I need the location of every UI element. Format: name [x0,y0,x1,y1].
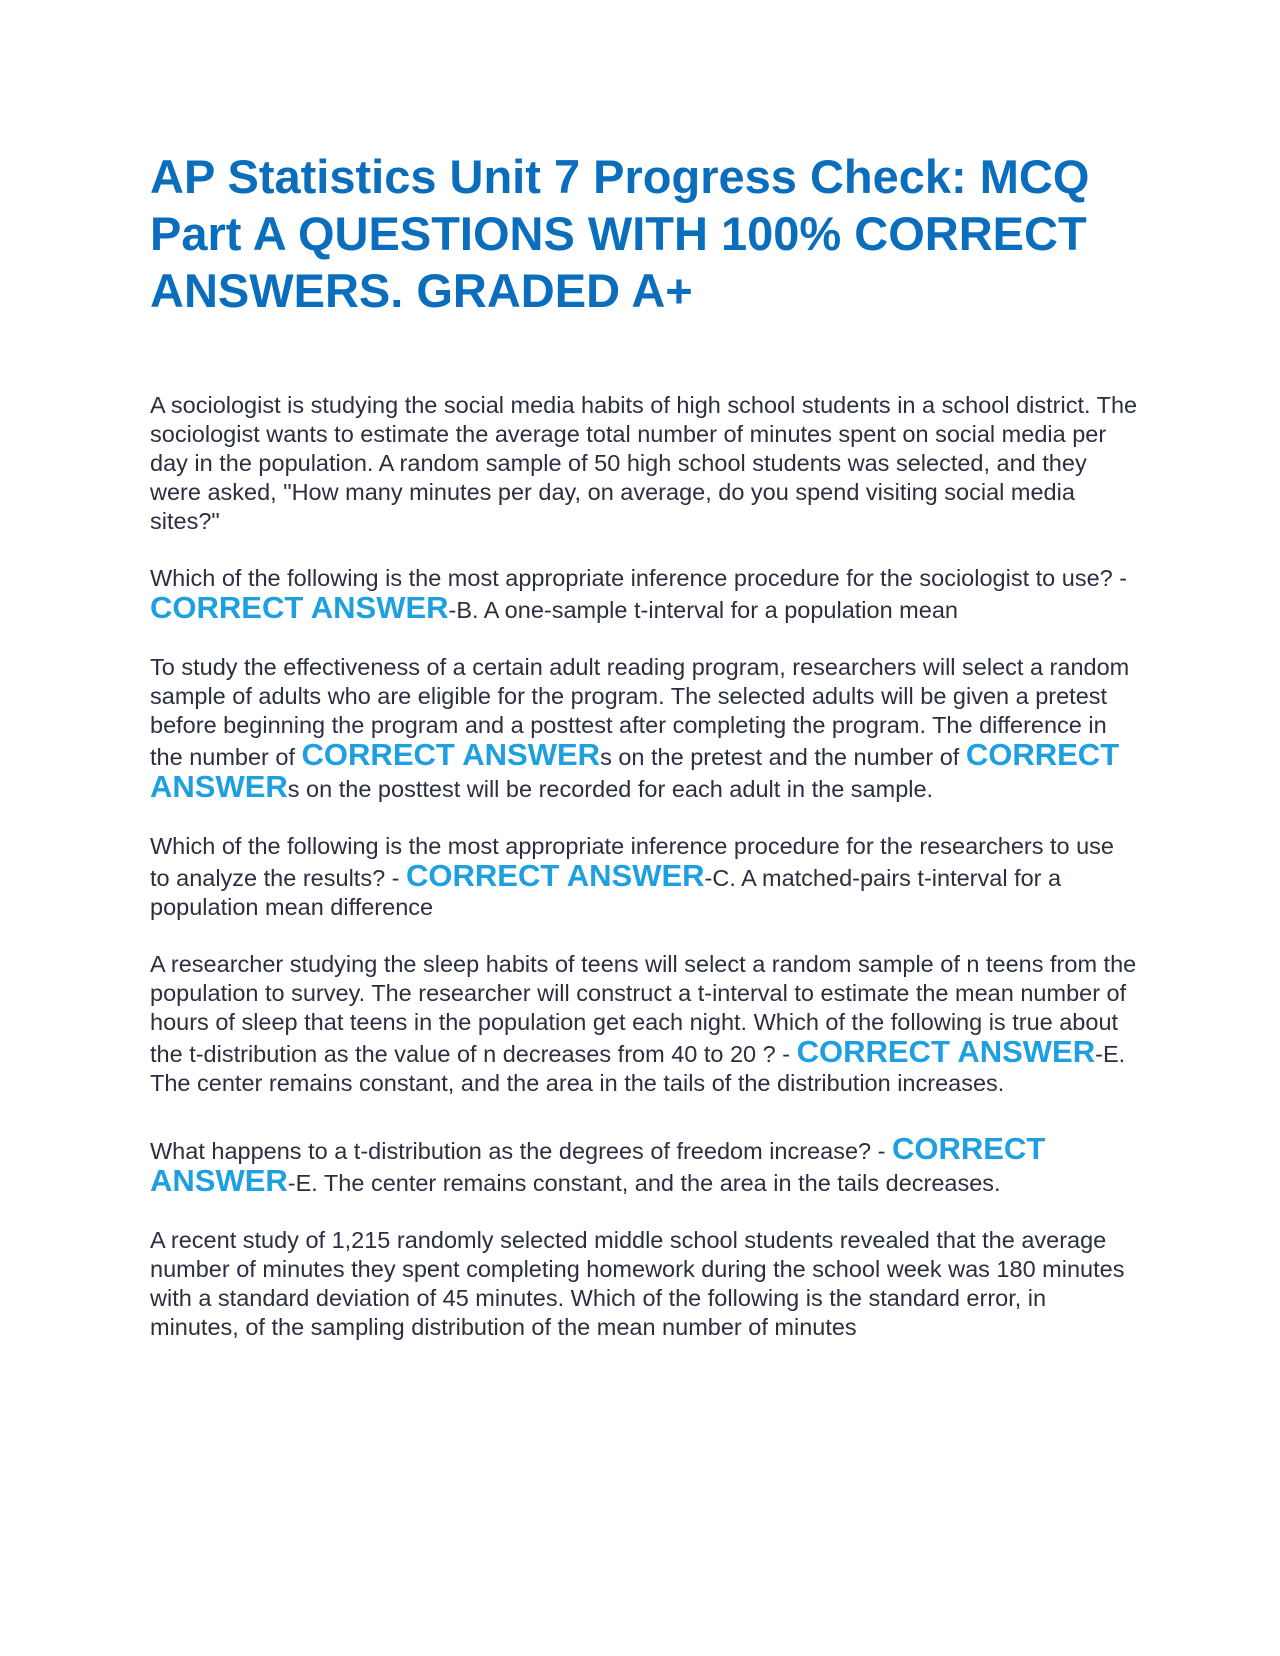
question-text: Which of the following is the most appropriate inference procedure for the sociologist to use? - [150,565,1128,591]
document-page [150,148,1140,1370]
answer-text: -B. A one-sample t-interval for a population mean [448,597,958,623]
answer-text: -E. The center remains constant, and the area in the tails of the distribution increases. [150,1041,1126,1096]
question-paragraph-1: A sociologist is studying the social media habits of high school students in a school district. The sociologist wants to estimate the average total number of minutes spent on social media per day in the population. A random sample of 50 high school students was selected, and they were asked, "How many minutes per day, on average, do you spend visiting social media sites?" [150,392,1138,534]
answer-paragraph-1 [150,564,1140,625]
question-paragraph-2 [150,653,1140,804]
question-text: A researcher studying the sleep habits of teens will select a random sample of n teens from the population to survey. The researcher will construct a t-interval to estimate the mean number of hours of sleep that teens in the population get each night. Which of the following is true about the t-distribution as the value of n decreases from 40 to 20 ? - [150,951,1137,1067]
correct-answer-label: CORRECT ANSWER [301,737,601,772]
correct-answer-label: CORRECT ANSWER [150,737,1120,804]
answer-text: -E. The center remains constant, and the area in the tails decreases. [287,1170,1001,1196]
answer-paragraph-4 [150,1131,1140,1198]
question-paragraph-3: A recent study of 1,215 randomly selected middle school students revealed that the average number of minutes they spent completing homework during the school week was 180 minutes with a standard deviation of 45 minutes. Which of the following is the standard error, in minutes, of the sampling distribution of the mean number of minutes [150,1227,1125,1340]
answer-paragraph-2 [150,832,1140,922]
correct-answer-label: CORRECT ANSWER [406,858,705,893]
question-text: What happens to a t-distribution as the degrees of freedom increase? - [150,1138,892,1164]
correct-answer-label: CORRECT ANSWER [796,1034,1096,1069]
correct-answer-label: CORRECT ANSWER [150,1131,1046,1198]
answer-text: -C. A matched-pairs t-interval for a population mean difference [150,865,1062,920]
question-text: Which of the following is the most appropriate inference procedure for the researchers to use to analyze the results? - [150,833,1115,891]
question-text: s on the pretest and the number of [600,744,966,770]
answer-paragraph-3 [150,950,1140,1098]
correct-answer-label: CORRECT ANSWER [150,590,449,625]
question-text: s on the posttest will be recorded for each adult in the sample. [287,776,934,802]
document-title: AP Statistics Unit 7 Progress Check: MCQ Part A QUESTIONS WITH 100% CORRECT ANSWERS. GRADED A+ [150,150,1090,317]
question-text: To study the effectiveness of a certain adult reading program, researchers will select a random sample of adults who are eligible for the program. The selected adults will be given a pretest before beginning the program and a posttest after completing the program. The difference in the number of [150,654,1130,770]
